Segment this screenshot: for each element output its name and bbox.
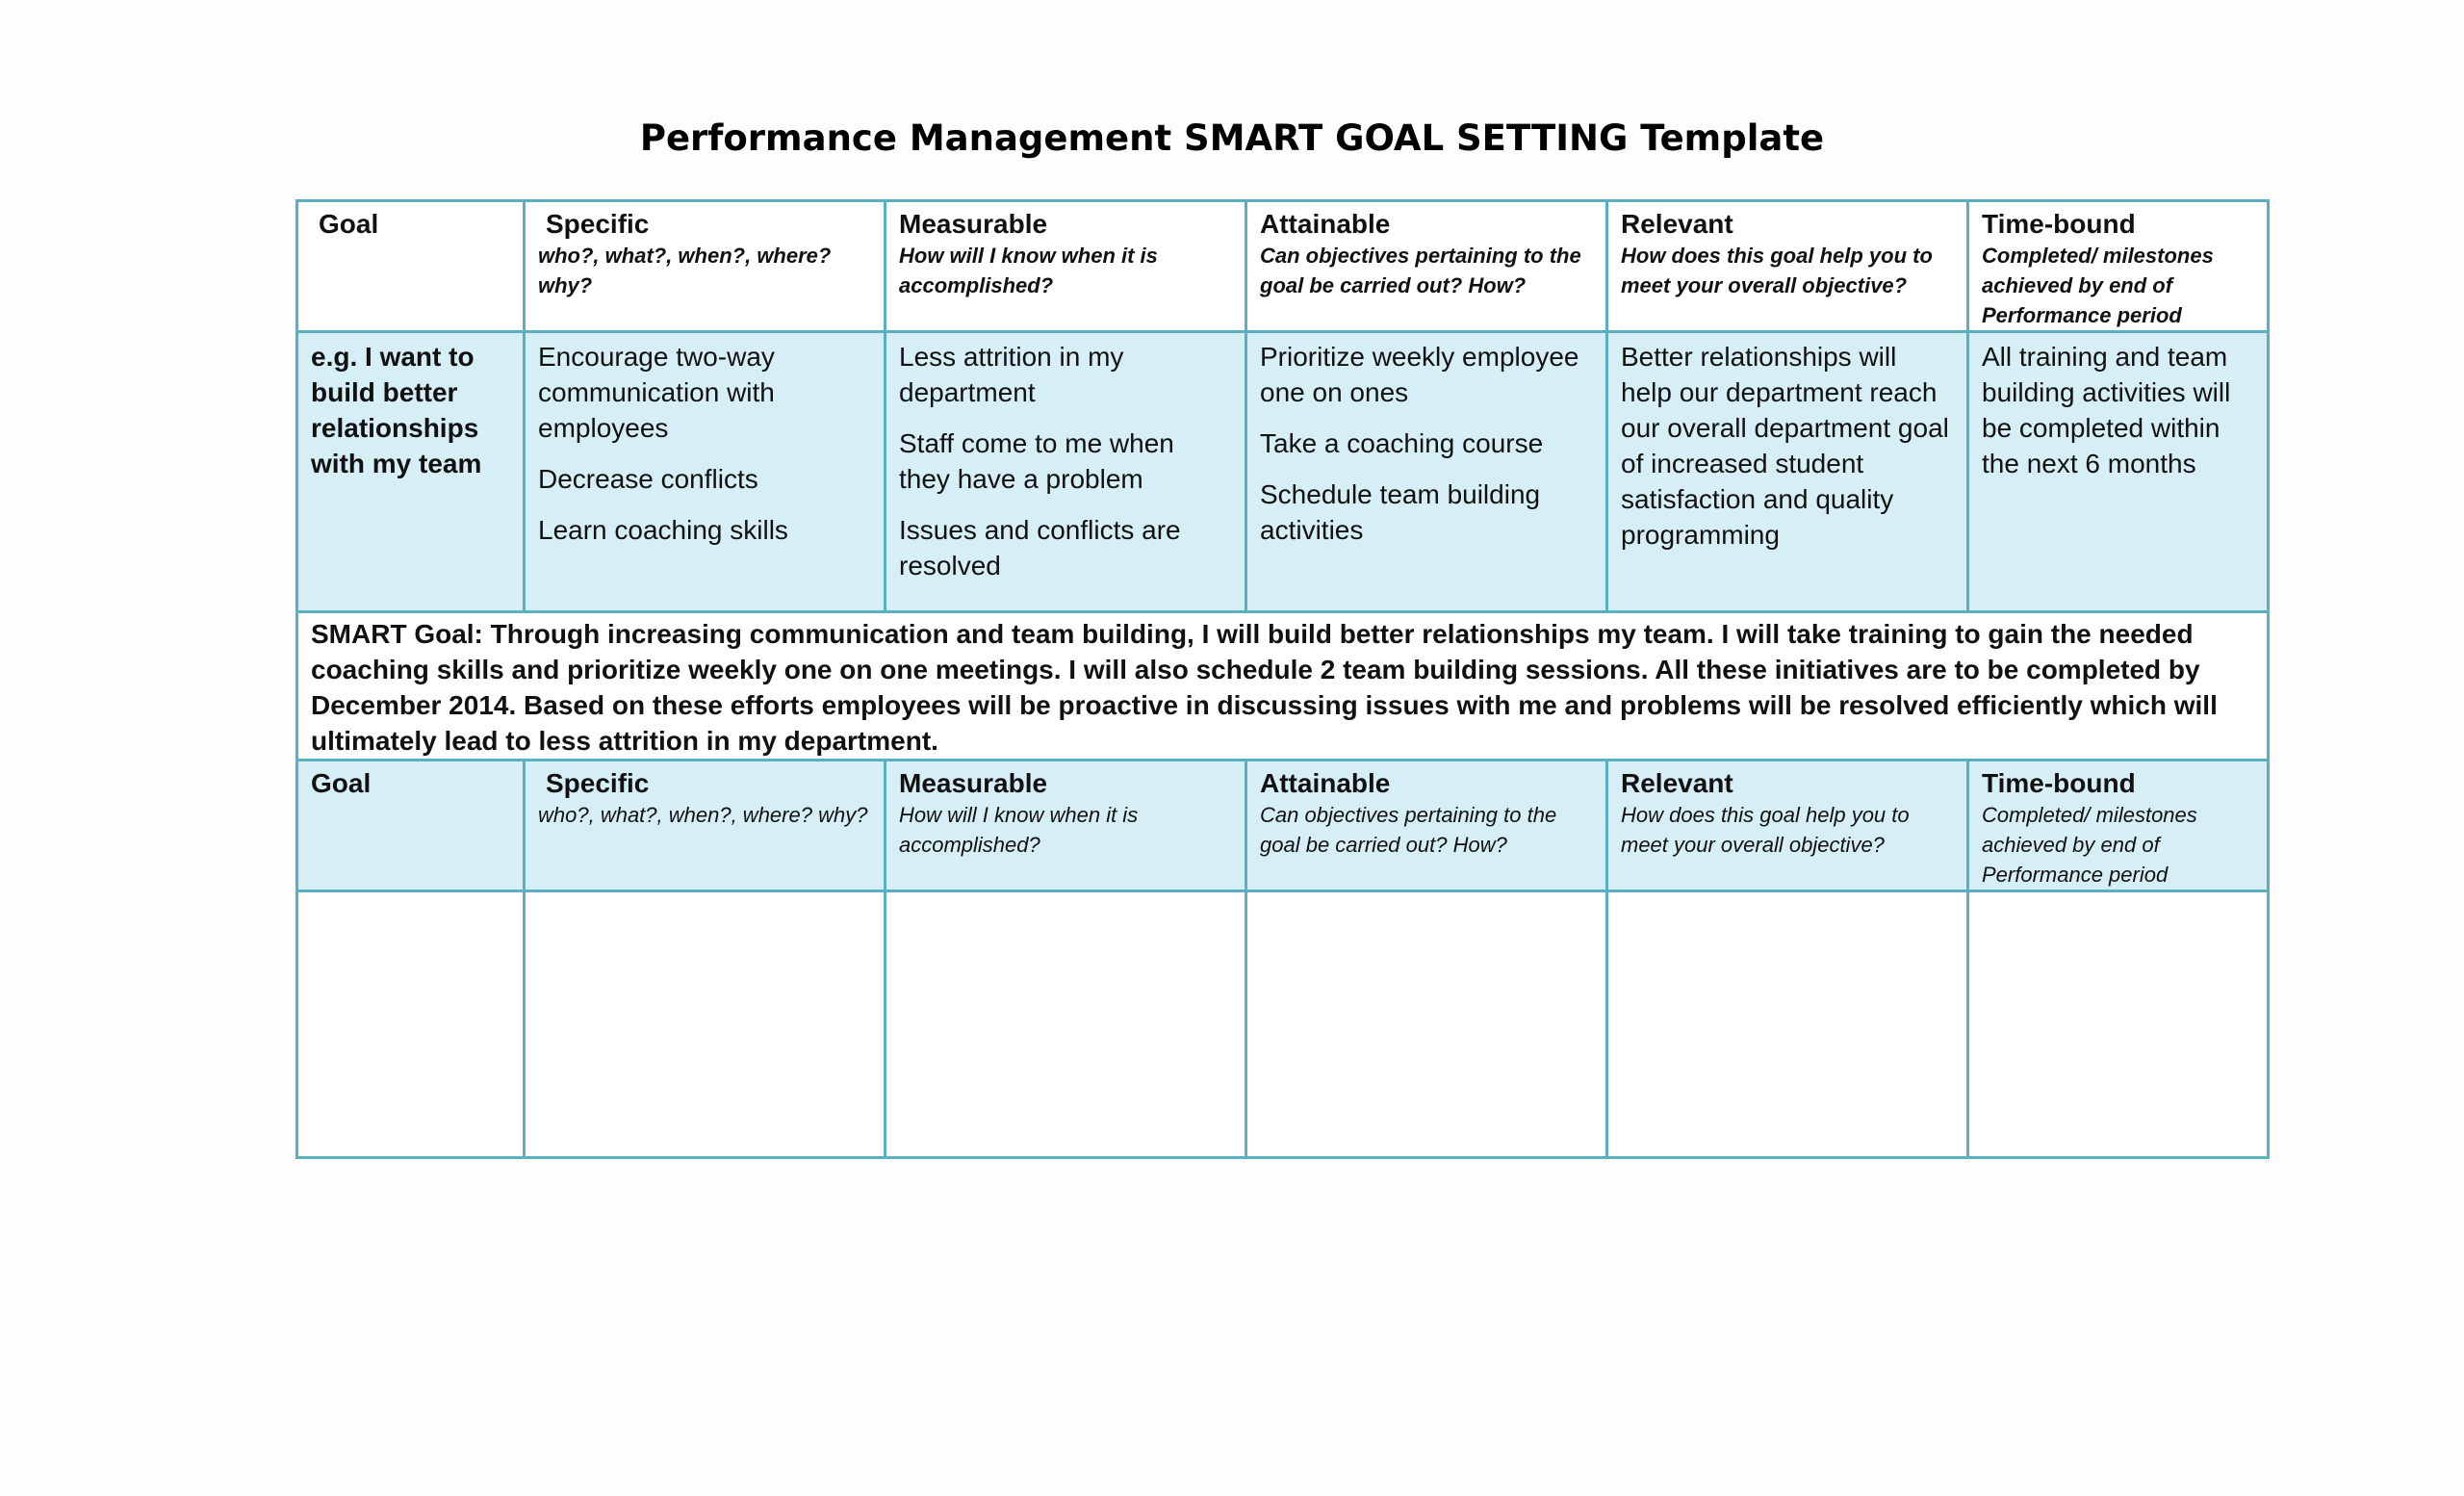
header-subtitle: How does this goal help you to meet your overall objective? <box>1621 244 1933 297</box>
header-title: Time-bound <box>1982 209 2136 239</box>
blank-relevant-cell[interactable] <box>1607 891 1968 1158</box>
header-cell-attainable <box>1246 201 1607 332</box>
example-goal-text: e.g. I want to build better relationships with my team <box>311 342 482 478</box>
header-subtitle: How will I know when it is accomplished? <box>899 244 1158 297</box>
blank-measurable-cell[interactable] <box>886 891 1246 1158</box>
header-subtitle: How will I know when it is accomplished? <box>899 803 1139 857</box>
header-cell-goal <box>297 201 525 332</box>
header-subtitle: Completed/ milestones achieved by end of Performance period <box>1982 244 2214 327</box>
header-title: Measurable <box>899 768 1048 798</box>
example-item: All training and team building activities will be completed within the next 6 months <box>1982 342 2231 478</box>
header-title: Goal <box>319 209 379 239</box>
header2-cell-measurable <box>886 761 1246 891</box>
blank-entry-row <box>297 891 2269 1158</box>
header-subtitle: Can objectives pertaining to the goal be carried out? How? <box>1260 803 1557 857</box>
page-title: Performance Management SMART GOAL SETTING Template <box>639 117 1825 159</box>
header-row <box>297 201 2269 332</box>
example-item: Prioritize weekly employee one on ones <box>1260 342 1579 407</box>
header-subtitle: who?, what?, when?, where? why? <box>538 244 832 297</box>
example-relevant-cell <box>1607 332 1968 612</box>
header2-cell-relevant <box>1607 761 1968 891</box>
example-item: Take a coaching course <box>1260 428 1544 458</box>
example-item: Staff come to me when they have a problem <box>899 428 1174 494</box>
example-item: Less attrition in my department <box>899 342 1124 407</box>
header-title: Attainable <box>1260 768 1391 798</box>
header-title: Specific <box>546 209 650 239</box>
header2-cell-goal <box>297 761 525 891</box>
example-goal-cell <box>297 332 525 612</box>
header2-cell-attainable <box>1246 761 1607 891</box>
header-title: Specific <box>546 768 650 798</box>
header-subtitle: Can objectives pertaining to the goal be carried out? How? <box>1260 244 1581 297</box>
example-item: Schedule team building activities <box>1260 479 1541 545</box>
header-cell-timebound <box>1968 201 2269 332</box>
header-cell-relevant <box>1607 201 1968 332</box>
example-timebound-cell <box>1968 332 2269 612</box>
header-subtitle: who?, what?, when?, where? why? <box>538 803 868 827</box>
example-attainable-cell <box>1246 332 1607 612</box>
example-item: Encourage two-way communication with employees <box>538 342 775 443</box>
header-row-2 <box>297 761 2269 891</box>
header2-cell-specific <box>525 761 886 891</box>
example-item: Better relationships will help our department reach our overall department goal of increased student satisfaction and quality programming <box>1621 342 1949 550</box>
header-title: Relevant <box>1621 209 1733 239</box>
example-row <box>297 332 2269 612</box>
example-measurable-cell <box>886 332 1246 612</box>
header-title: Measurable <box>899 209 1048 239</box>
header-title: Attainable <box>1260 209 1391 239</box>
smart-goal-row <box>297 612 2269 761</box>
blank-goal-cell[interactable] <box>297 891 525 1158</box>
example-item: Learn coaching skills <box>538 515 788 545</box>
smart-goal-table <box>295 199 2270 1159</box>
example-item: Issues and conflicts are resolved <box>899 515 1181 580</box>
blank-attainable-cell[interactable] <box>1246 891 1607 1158</box>
example-specific-cell <box>525 332 886 612</box>
header-subtitle: How does this goal help you to meet your overall objective? <box>1621 803 1910 857</box>
header-title: Relevant <box>1621 768 1733 798</box>
header-cell-measurable <box>886 201 1246 332</box>
blank-timebound-cell[interactable] <box>1968 891 2269 1158</box>
header-subtitle: Completed/ milestones achieved by end of Performance period <box>1982 803 2197 887</box>
header-title: Time-bound <box>1982 768 2136 798</box>
smart-goal-text: SMART Goal: Through increasing communication and team building, I will build better relationships my team. I will take training to gain the needed coaching skills and prioritize weekly one on one meetings. I will also schedule 2 team building sessions. All these initiatives are to be completed by December 2014. Based on these efforts employees will be proactive in discussing issues with me and problems will be resolved efficiently which will ultimately lead to less attrition in my department. <box>311 619 2218 756</box>
smart-goal-cell <box>297 612 2269 761</box>
blank-specific-cell[interactable] <box>525 891 886 1158</box>
header2-cell-timebound <box>1968 761 2269 891</box>
example-item: Decrease conflicts <box>538 464 758 494</box>
header-cell-specific <box>525 201 886 332</box>
header-title: Goal <box>311 768 372 798</box>
